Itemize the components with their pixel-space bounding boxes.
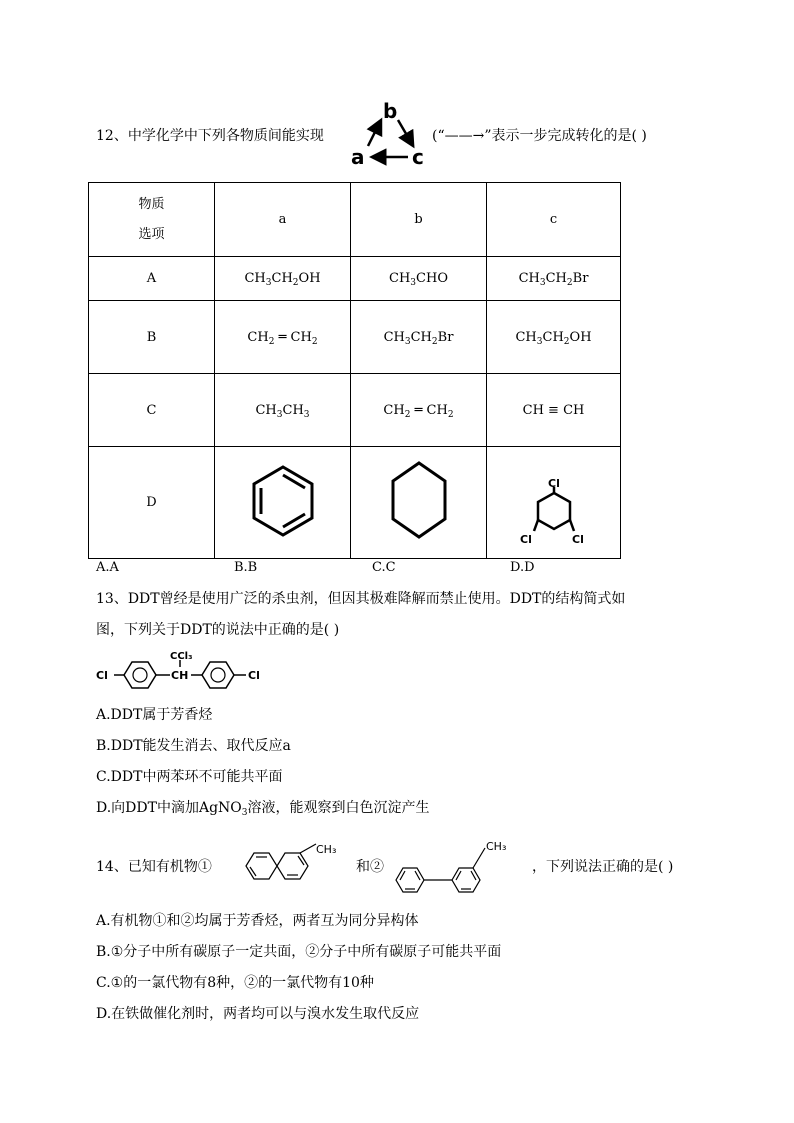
benzene-structure	[243, 453, 323, 549]
row-a-cell-b: $CH_3CHO$	[351, 257, 487, 301]
trichlorocyclohexane-structure	[514, 451, 594, 551]
row-d-cell-c	[487, 447, 621, 559]
q12-stem-tail: (“——→”表示一步完成转化的是( )	[432, 128, 647, 144]
q14-stem-mid: 和②	[356, 859, 384, 875]
ddt-cl-left: Cl	[96, 669, 108, 682]
cl-label-right: Cl	[571, 532, 584, 546]
row-d-cell-b	[351, 447, 487, 559]
row-label: C	[89, 374, 215, 447]
table-header-a: a	[215, 183, 351, 257]
q14-option-d: D.在铁做催化剂时，两者均可以与溴水发生取代反应	[96, 1006, 420, 1022]
q12-option-d: D.D	[510, 560, 535, 575]
q12-stem: 12、中学化学中下列各物质间能实现	[96, 128, 324, 144]
methyl-label-2: CH₃	[486, 840, 507, 853]
arrow-a-to-b	[368, 122, 380, 146]
cl-label-top: Cl	[547, 476, 560, 490]
table-row	[89, 301, 621, 374]
row-c-cell-b: $CH_2$ ═ $CH_2$	[351, 374, 487, 447]
cycle-node-a: a	[351, 145, 365, 169]
q13-option-c: C.DDT中两苯环不可能共平面	[96, 769, 283, 785]
row-label: B	[89, 301, 215, 374]
q14-option-c: C.①的一氯代物有8种，②的一氯代物有10种	[96, 975, 374, 991]
q14-option-b: B.①分子中所有碳原子一定共面，②分子中所有碳原子可能共平面	[96, 944, 502, 960]
table-row	[89, 374, 621, 447]
methyl-label-1: CH₃	[316, 843, 337, 856]
table-header-corner: 物质 选项	[89, 183, 215, 257]
ddt-ccl3: CCl₃	[170, 651, 193, 662]
table-header-b: b	[351, 183, 487, 257]
cycle-node-c: c	[412, 145, 424, 169]
q13-stem-line2: 图，下列关于DDT的说法中正确的是( )	[96, 622, 340, 638]
row-b-cell-b: $CH_3CH_2Br$	[351, 301, 487, 374]
q14-stem-post: ，下列说法正确的是( )	[532, 859, 674, 875]
row-a-cell-a: $CH_3CH_2OH$	[215, 257, 351, 301]
conversion-cycle-diagram	[348, 98, 432, 170]
q13-stem-line1: 13、DDT曾经是使用广泛的杀虫剂，但因其极难降解而禁止使用。DDT的结构简式如	[96, 591, 626, 607]
q13-option-b: B.DDT能发生消去、取代反应a	[96, 738, 291, 754]
q14-option-a: A.有机物①和②均属于芳香烃，两者互为同分异构体	[96, 913, 419, 929]
q12-option-a: A.A	[96, 560, 119, 575]
table-header-c: c	[487, 183, 621, 257]
row-c-cell-c: CH ≡ CH	[487, 374, 621, 447]
table-row	[89, 447, 621, 559]
cycle-node-b: b	[383, 99, 398, 123]
row-b-cell-c: $CH_3CH_2OH$	[487, 301, 621, 374]
methylnaphthalene-structure	[228, 838, 348, 894]
row-label: D	[89, 447, 215, 559]
cyclohexane-structure	[379, 449, 459, 553]
methylbiphenyl-structure	[390, 834, 530, 898]
arrow-b-to-c	[398, 120, 412, 144]
row-label: A	[89, 257, 215, 301]
cl-label-left: Cl	[519, 532, 532, 546]
row-a-cell-c: $CH_3CH_2Br$	[487, 257, 621, 301]
q14-stem-pre: 14、已知有机物①	[96, 859, 212, 875]
row-d-cell-a	[215, 447, 351, 559]
q12-option-c: C.C	[372, 560, 396, 575]
row-b-cell-a: $CH_2$ ═ $CH_2$	[215, 301, 351, 374]
ddt-ch: CH	[171, 669, 189, 682]
table-row	[89, 257, 621, 301]
q13-option-a: A.DDT属于芳香烃	[96, 707, 213, 723]
ddt-structure	[94, 648, 274, 694]
q13-option-d: D.向DDT中滴加AgNO$_3$溶液，能观察到白色沉淀产生	[96, 800, 430, 818]
row-c-cell-a: $CH_3CH_3$	[215, 374, 351, 447]
q12-option-b: B.B	[234, 560, 258, 575]
q12-options-table	[88, 182, 621, 559]
ddt-cl-right: Cl	[248, 669, 260, 682]
